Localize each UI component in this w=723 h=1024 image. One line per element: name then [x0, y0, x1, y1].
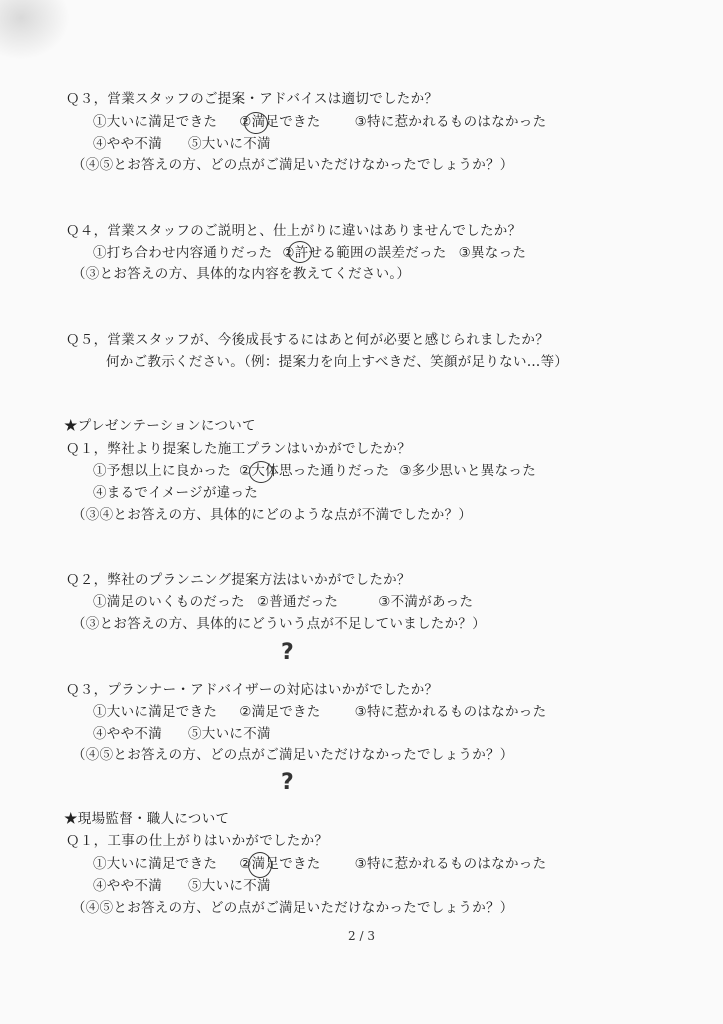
scan-smudge [0, 0, 70, 60]
q4-staff-note: （③とお答えの方、具体的な内容を教えてください。） [72, 266, 411, 282]
p-q1-question: Ｑ１，弊社より提案した施工プランはいかがでしたか？ [66, 441, 411, 457]
s-q1-note: （④⑤とお答えの方、どの点がご満足いただけなかったでしょうか？） [72, 900, 514, 916]
p-q3-options-row2 [93, 725, 271, 743]
page-number: 2 / 3 [348, 929, 375, 943]
s-q1-opt3: ③特に惹かれるものはなかった [354, 856, 547, 872]
p-q2-opt3: ③不満があった [378, 594, 474, 610]
s-q1-opt5: ⑤大いに不満 [188, 878, 271, 894]
p-q3-note: （④⑤とお答えの方、どの点がご満足いただけなかったでしょうか？） [72, 747, 514, 763]
q4-staff-opt1: ①打ち合わせ内容通りだった [93, 245, 273, 261]
p-q1-opt1: ①予想以上に良かった [93, 463, 231, 479]
p-q3-opt2: ②満足できた [239, 704, 321, 720]
q3-staff-options-row1 [93, 113, 546, 131]
s-q1-question: Ｑ１，工事の仕上がりはいかがでしたか？ [66, 833, 329, 849]
handwritten-circle-mark [248, 852, 272, 878]
p-q3-options-row1 [93, 703, 546, 721]
p-q2-options-row1 [93, 593, 473, 611]
p-q3-question: Ｑ３，プランナー・アドバイザーの対応はいかがでしたか？ [66, 682, 439, 698]
q4-staff-opt3: ③異なった [458, 245, 527, 261]
q4-staff-opt2: ②許せる範囲の誤差だった [282, 245, 447, 261]
q5-staff-question: Ｑ５，営業スタッフが、今後成長するにはあと何が必要と感じられましたか？ [66, 332, 549, 348]
p-q3-opt5: ⑤大いに不満 [188, 726, 271, 742]
q3-staff-opt5: ⑤大いに不満 [188, 136, 271, 152]
p-q1-options-row2 [93, 484, 258, 502]
handwritten-circle-mark [288, 241, 312, 263]
s-q1-opt4: ④やや不満 [93, 878, 162, 894]
p-q2-opt1: ①満足のいくものだった [93, 594, 245, 610]
p-q2-question: Ｑ２，弊社のプランニング提案方法はいかがでしたか？ [66, 572, 411, 588]
q3-staff-opt3: ③特に惹かれるものはなかった [354, 114, 547, 130]
p-q1-opt3: ③多少思いと異なった [399, 463, 537, 479]
p-q1-opt4: ④まるでイメージが違った [93, 485, 259, 501]
q3-staff-opt2: ②満足できた [239, 114, 321, 130]
p-q3-opt3: ③特に惹かれるものはなかった [354, 704, 547, 720]
s-q1-opt1: ①大いに満足できた [93, 856, 218, 872]
q3-staff-opt1: ①大いに満足できた [93, 114, 218, 130]
p-q3-opt1: ①大いに満足できた [93, 704, 218, 720]
s-q1-opt2: ②満足できた [239, 856, 321, 872]
p-q1-options-row1 [93, 462, 536, 480]
p-q1-note: （③④とお答えの方、具体的にどのような点が不満でしたか？） [72, 507, 473, 523]
q3-staff-opt4: ④やや不満 [93, 136, 162, 152]
handwritten-circle-mark [244, 112, 268, 134]
p-q1-opt2: ②大体思った通りだった [239, 463, 390, 479]
q4-staff-question: Ｑ４，営業スタッフのご説明と、仕上がりに違いはありませんでしたか？ [66, 223, 522, 239]
q3-staff-question: Ｑ３，営業スタッフのご提案・アドバイスは適切でしたか？ [66, 91, 439, 107]
p-q3-opt4: ④やや不満 [93, 726, 162, 742]
q3-staff-note: （④⑤とお答えの方、どの点がご満足いただけなかったでしょうか？） [72, 157, 514, 173]
p-q2-opt2: ②普通だった [256, 594, 339, 610]
section-presentation-heading: ★プレゼンテーションについて [64, 418, 256, 434]
handwritten-question-mark: ? [281, 770, 294, 795]
q5-staff-sub: 何かご教示ください。（例：提案力を向上すべきだ、笑顔が足りない…等） [106, 354, 569, 370]
handwritten-question-mark: ? [281, 640, 294, 665]
handwritten-circle-mark [249, 461, 273, 483]
q3-staff-options-row2 [93, 135, 271, 153]
p-q2-note: （③とお答えの方、具体的にどういう点が不足していましたか？） [72, 616, 486, 632]
section-site-heading: ★現場監督・職人について [64, 811, 230, 827]
s-q1-options-row2 [93, 877, 271, 895]
s-q1-options-row1 [93, 855, 546, 873]
